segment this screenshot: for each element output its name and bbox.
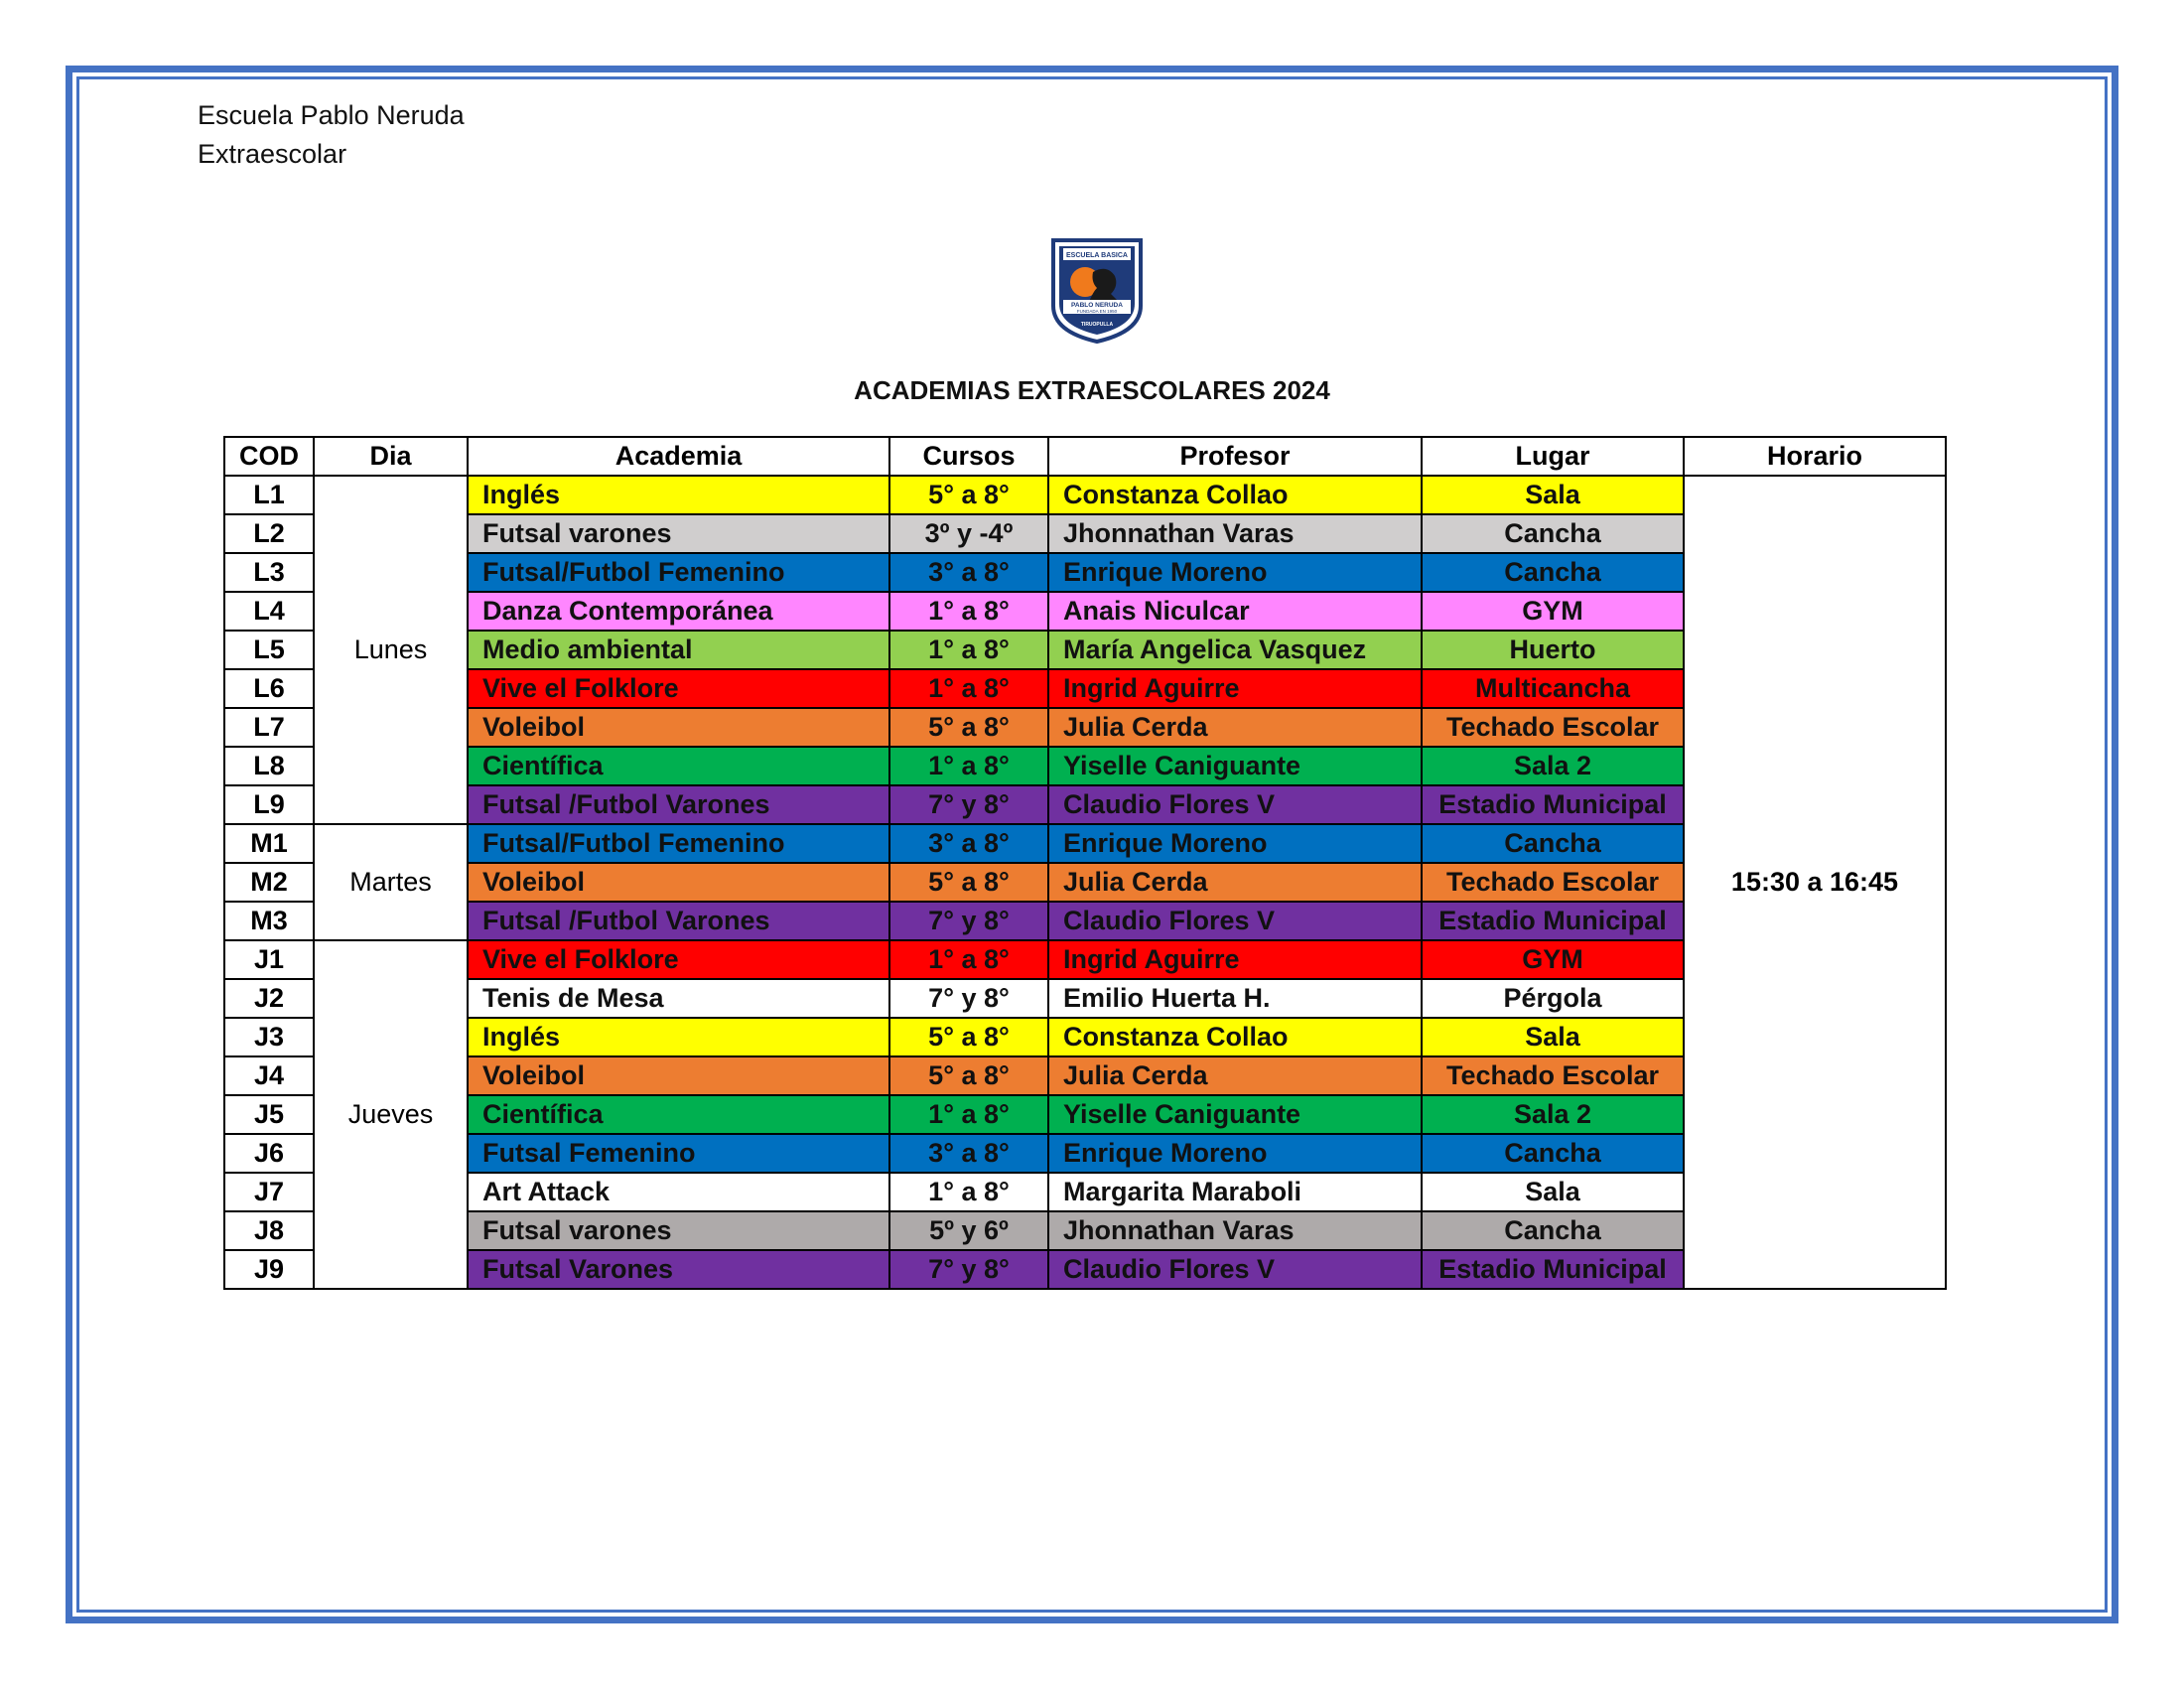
cell-cod: J2 bbox=[224, 979, 314, 1018]
cell-cod: L7 bbox=[224, 708, 314, 747]
cell-cursos: 1° a 8° bbox=[889, 747, 1048, 785]
cell-academia: Futsal Femenino bbox=[468, 1134, 889, 1173]
cell-academia: Futsal Varones bbox=[468, 1250, 889, 1289]
cell-cursos: 1° a 8° bbox=[889, 669, 1048, 708]
cell-cod: J8 bbox=[224, 1211, 314, 1250]
cell-cod: L8 bbox=[224, 747, 314, 785]
cell-profesor: Enrique Moreno bbox=[1048, 553, 1422, 592]
header-profesor: Profesor bbox=[1048, 437, 1422, 476]
cell-profesor: Enrique Moreno bbox=[1048, 824, 1422, 863]
cell-day: Lunes bbox=[314, 476, 468, 824]
cell-day: Martes bbox=[314, 824, 468, 940]
cell-profesor: Claudio Flores V bbox=[1048, 902, 1422, 940]
cell-lugar: Sala bbox=[1422, 1018, 1684, 1056]
cell-lugar: Techado Escolar bbox=[1422, 863, 1684, 902]
cell-academia: Futsal varones bbox=[468, 1211, 889, 1250]
table-row bbox=[224, 476, 1946, 514]
cell-cod: L4 bbox=[224, 592, 314, 631]
cell-profesor: Julia Cerda bbox=[1048, 708, 1422, 747]
header-dia: Dia bbox=[314, 437, 468, 476]
cell-lugar: Cancha bbox=[1422, 1211, 1684, 1250]
cell-cursos: 1° a 8° bbox=[889, 1173, 1048, 1211]
cell-cursos: 5° a 8° bbox=[889, 1018, 1048, 1056]
cell-academia: Futsal/Futbol Femenino bbox=[468, 553, 889, 592]
cell-cod: J7 bbox=[224, 1173, 314, 1211]
cell-cursos: 5º y 6º bbox=[889, 1211, 1048, 1250]
cell-lugar: Multicancha bbox=[1422, 669, 1684, 708]
cell-lugar: Sala bbox=[1422, 1173, 1684, 1211]
header-horario: Horario bbox=[1684, 437, 1946, 476]
cell-lugar: Cancha bbox=[1422, 824, 1684, 863]
cell-cursos: 1° a 8° bbox=[889, 631, 1048, 669]
cell-academia: Futsal varones bbox=[468, 514, 889, 553]
cell-day: Jueves bbox=[314, 940, 468, 1289]
cell-profesor: Yiselle Caniguante bbox=[1048, 747, 1422, 785]
cell-lugar: Sala 2 bbox=[1422, 1095, 1684, 1134]
cell-lugar: Estadio Municipal bbox=[1422, 1250, 1684, 1289]
cell-academia: Voleibol bbox=[468, 708, 889, 747]
cell-academia: Tenis de Mesa bbox=[468, 979, 889, 1018]
cell-cod: J1 bbox=[224, 940, 314, 979]
cell-profesor: Emilio Huerta H. bbox=[1048, 979, 1422, 1018]
cell-cursos: 3° a 8° bbox=[889, 1134, 1048, 1173]
cell-cod: M2 bbox=[224, 863, 314, 902]
cell-lugar: Cancha bbox=[1422, 1134, 1684, 1173]
header-academia: Academia bbox=[468, 437, 889, 476]
table-header-row bbox=[224, 437, 1946, 476]
cell-cod: L6 bbox=[224, 669, 314, 708]
cell-cod: J5 bbox=[224, 1095, 314, 1134]
document-title: ACADEMIAS EXTRAESCOLARES 2024 bbox=[854, 375, 1330, 405]
cell-profesor: Jhonnathan Varas bbox=[1048, 514, 1422, 553]
cell-lugar: Pérgola bbox=[1422, 979, 1684, 1018]
cell-profesor: Margarita Maraboli bbox=[1048, 1173, 1422, 1211]
cell-academia: Inglés bbox=[468, 1018, 889, 1056]
cell-academia: Científica bbox=[468, 1095, 889, 1134]
cell-lugar: Cancha bbox=[1422, 514, 1684, 553]
cell-academia: Voleibol bbox=[468, 863, 889, 902]
cell-cursos: 1° a 8° bbox=[889, 940, 1048, 979]
cell-cod: J4 bbox=[224, 1056, 314, 1095]
cell-cursos: 5° a 8° bbox=[889, 476, 1048, 514]
svg-text:FUNDADA EN 1950: FUNDADA EN 1950 bbox=[1076, 309, 1118, 314]
cell-cursos: 1° a 8° bbox=[889, 1095, 1048, 1134]
cell-cod: J9 bbox=[224, 1250, 314, 1289]
cell-cursos: 3° a 8° bbox=[889, 824, 1048, 863]
svg-text:TIRUOPULLA: TIRUOPULLA bbox=[1080, 322, 1114, 328]
cell-cursos: 5° a 8° bbox=[889, 1056, 1048, 1095]
cell-cursos: 7° y 8° bbox=[889, 785, 1048, 824]
cell-profesor: Yiselle Caniguante bbox=[1048, 1095, 1422, 1134]
cell-cursos: 3° a 8° bbox=[889, 553, 1048, 592]
cell-profesor: Claudio Flores V bbox=[1048, 785, 1422, 824]
cell-cursos: 7° y 8° bbox=[889, 979, 1048, 1018]
cell-academia: Futsal/Futbol Femenino bbox=[468, 824, 889, 863]
cell-lugar: Techado Escolar bbox=[1422, 1056, 1684, 1095]
cell-lugar: Estadio Municipal bbox=[1422, 902, 1684, 940]
cell-cursos: 5° a 8° bbox=[889, 708, 1048, 747]
school-logo-icon bbox=[1049, 236, 1145, 344]
cell-academia: Art Attack bbox=[468, 1173, 889, 1211]
cell-cod: L2 bbox=[224, 514, 314, 553]
cell-profesor: Ingrid Aguirre bbox=[1048, 940, 1422, 979]
cell-cod: L3 bbox=[224, 553, 314, 592]
department-name: Extraescolar bbox=[198, 139, 347, 169]
cell-lugar: Techado Escolar bbox=[1422, 708, 1684, 747]
cell-cursos: 7° y 8° bbox=[889, 1250, 1048, 1289]
cell-lugar: Huerto bbox=[1422, 631, 1684, 669]
cell-lugar: Sala 2 bbox=[1422, 747, 1684, 785]
svg-text:PABLO NERUDA: PABLO NERUDA bbox=[1071, 302, 1123, 309]
cell-cod: L5 bbox=[224, 631, 314, 669]
cell-academia: Vive el Folklore bbox=[468, 669, 889, 708]
cell-cursos: 5° a 8° bbox=[889, 863, 1048, 902]
cell-cod: M1 bbox=[224, 824, 314, 863]
cell-lugar: Sala bbox=[1422, 476, 1684, 514]
cell-profesor: Ingrid Aguirre bbox=[1048, 669, 1422, 708]
cell-cursos: 1° a 8° bbox=[889, 592, 1048, 631]
cell-profesor: Julia Cerda bbox=[1048, 863, 1422, 902]
cell-lugar: Cancha bbox=[1422, 553, 1684, 592]
cell-academia: Medio ambiental bbox=[468, 631, 889, 669]
cell-profesor: Constanza Collao bbox=[1048, 476, 1422, 514]
svg-text:ESCUELA BASICA: ESCUELA BASICA bbox=[1066, 252, 1128, 259]
cell-profesor: Enrique Moreno bbox=[1048, 1134, 1422, 1173]
cell-cod: L9 bbox=[224, 785, 314, 824]
cell-profesor: María Angelica Vasquez bbox=[1048, 631, 1422, 669]
cell-cursos: 7° y 8° bbox=[889, 902, 1048, 940]
cell-cod: M3 bbox=[224, 902, 314, 940]
cell-cursos: 3º y -4º bbox=[889, 514, 1048, 553]
cell-lugar: Estadio Municipal bbox=[1422, 785, 1684, 824]
cell-academia: Vive el Folklore bbox=[468, 940, 889, 979]
cell-academia: Futsal /Futbol Varones bbox=[468, 785, 889, 824]
cell-academia: Danza Contemporánea bbox=[468, 592, 889, 631]
cell-horario: 15:30 a 16:45 bbox=[1684, 476, 1946, 1289]
cell-cod: J6 bbox=[224, 1134, 314, 1173]
cell-lugar: GYM bbox=[1422, 592, 1684, 631]
header-lugar: Lugar bbox=[1422, 437, 1684, 476]
academies-table bbox=[223, 436, 1947, 1290]
header-cursos: Cursos bbox=[889, 437, 1048, 476]
cell-profesor: Jhonnathan Varas bbox=[1048, 1211, 1422, 1250]
cell-academia: Voleibol bbox=[468, 1056, 889, 1095]
cell-lugar: GYM bbox=[1422, 940, 1684, 979]
cell-academia: Inglés bbox=[468, 476, 889, 514]
header-cod: COD bbox=[224, 437, 314, 476]
cell-cod: L1 bbox=[224, 476, 314, 514]
cell-cod: J3 bbox=[224, 1018, 314, 1056]
cell-profesor: Constanza Collao bbox=[1048, 1018, 1422, 1056]
cell-academia: Futsal /Futbol Varones bbox=[468, 902, 889, 940]
cell-academia: Científica bbox=[468, 747, 889, 785]
school-name: Escuela Pablo Neruda bbox=[198, 100, 465, 130]
cell-profesor: Claudio Flores V bbox=[1048, 1250, 1422, 1289]
cell-profesor: Anais Niculcar bbox=[1048, 592, 1422, 631]
cell-profesor: Julia Cerda bbox=[1048, 1056, 1422, 1095]
